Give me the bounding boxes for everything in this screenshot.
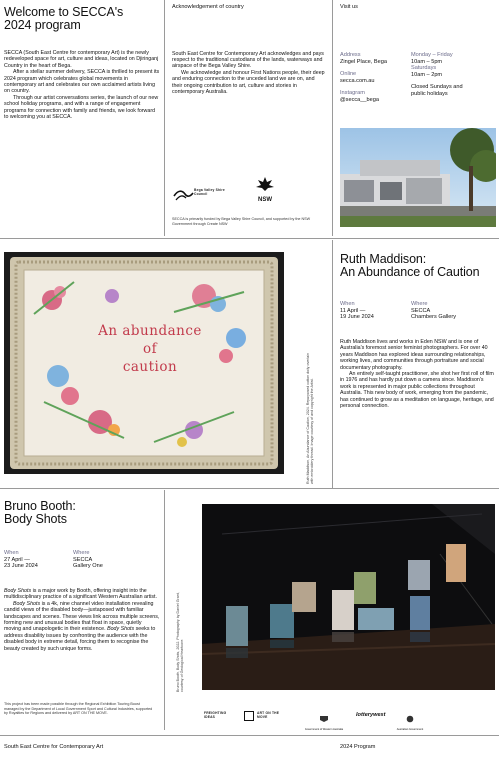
address-value: Zingel Place, Bega (340, 58, 387, 65)
footer-program: 2024 Program (340, 744, 376, 750)
column-divider-3 (332, 240, 333, 488)
hours-label-saturdays: Saturdays (411, 65, 437, 72)
online-label: Online (340, 71, 357, 78)
section-divider-2 (0, 488, 499, 489)
booth-paragraph: Body Shots is a major work by Booth, offering insight into the multidisciplinary practice of a significant Western Australian artist. (4, 588, 157, 601)
closed-notice: Closed Sundays and public holidays (411, 84, 463, 97)
hours-label-weekdays: Monday – Friday (411, 52, 453, 58)
maddison-title: Ruth Maddison: An Abundance of Caution (340, 252, 480, 279)
welcome-paragraph: After a stellar summer delivery, SECCA is thrilled to present its 2024 program which celebrates global movements in contemporary art and celebrates our own acclaimed artists living on country. (4, 69, 160, 95)
booth-when: When 27 April — 23 June 2024 (4, 550, 38, 570)
nsw-logo: NSW (252, 176, 278, 204)
welcome-title: Welcome to SECCA's 2024 program (4, 5, 124, 32)
booth-title: Bruno Booth: Body Shots (4, 499, 76, 526)
maddison-body (340, 339, 494, 409)
hours-weekdays: 10am – 5pm (411, 58, 443, 65)
crest-icon (319, 715, 329, 723)
wa-government-logo: Government of Western Australia (302, 710, 346, 724)
doily-artwork-image (4, 252, 284, 474)
column-divider-4 (164, 490, 165, 730)
instagram-label: Instagram (340, 90, 365, 97)
welcome-paragraph: SECCA (South East Centre for contemporary Art) is the newly redeveloped space for art, culture and ideas, located on Djiringanj Country in the heart of Bega. (4, 50, 159, 69)
website-link[interactable]: secca.com.au (340, 77, 375, 84)
column-divider-1 (164, 0, 165, 236)
acknowledgement-section (172, 4, 326, 95)
section-divider-1 (0, 238, 499, 239)
visit-heading: Visit us (340, 4, 358, 10)
square-mark-icon (244, 711, 254, 721)
acknowledgement-body (172, 51, 326, 96)
australian-government-logo: Australian Government (394, 710, 426, 731)
maddison-when: When 11 April — 19 June 2024 (340, 301, 374, 321)
bega-valley-logo: Bega Valley Shire Council (173, 182, 233, 204)
maddison-paragraph: An entirely self-taught practitioner, she shot her first roll of film in 1976 and has hardly put down a camera since. Maddison's work is represented in major public collections throughout Australia. This new body of work, emerging from the pandemic, has continued to grow as a meditation on language, heritage, and personal connection. (340, 371, 494, 410)
waratah-icon (255, 176, 275, 192)
booth-where: Where SECCA Gallery One (73, 550, 103, 570)
opening-hours (411, 52, 495, 98)
welcome-body (4, 50, 160, 120)
welcome-section (4, 6, 160, 120)
funding-note: SECCA is primarily funded by Bega Valley Shire Council, and supported by the NSW Government through Create NSW (172, 217, 311, 226)
partner-logos (204, 710, 496, 731)
installation-photo (202, 504, 495, 690)
bega-wave-icon (173, 182, 195, 204)
booth-body (4, 588, 160, 652)
secca-building-photo (340, 128, 496, 227)
instagram-link[interactable]: @secca__bega (340, 96, 379, 103)
booth-paragraph: Body Shots is a 4k, nine channel video installation revealing candid views of the disabled body—juxtaposed with familiar landscapes and scenes. These views link across multiple screens, forming new and unusual bodies that float in space, quietly moving and unapologetic in their existence. Body Shots seeks to address disability issues by confronting the audience with the disabled body in extreme detail, forcing them to recognise the beauty created by such unique forms. (4, 600, 160, 652)
footer-organisation: South East Centre for Contemporary Art (4, 744, 104, 750)
freighting-ideas-logo: FREIGHTING IDEAS (204, 711, 227, 719)
footer-divider (0, 735, 499, 736)
lotterywest-logo: lotterywest (356, 712, 386, 718)
acknowledgement-paragraph: South East Centre for Contemporary Art acknowledges and pays respect to the traditional custodians of the lands, waterways and airspace of the Bega Valley Shire. (172, 50, 324, 70)
hours-saturdays: 10am – 2pm (411, 71, 443, 78)
visit-details (340, 52, 408, 104)
maddison-paragraph: Ruth Maddison lives and works in Eden NSW and is one of Australia's foremost senior feminist photographers. For over 40 years Maddison has explored ideas surrounding relationships, working lives, and communities through portraiture and social documentary photography. (340, 339, 488, 371)
embroidered-text: An abundance of caution (98, 323, 202, 375)
address-label: Address (340, 52, 361, 58)
touring-note: This project has been made possible through the Regional Exhibition Touring Boost managed by the Department of Local Government Sport and Cultural Industries, supported by Royalties for Regions and delivered by ART ON THE MOVE. (4, 702, 153, 716)
column-divider-2 (332, 0, 333, 236)
acknowledgement-heading: Acknowledgement of country (172, 4, 244, 10)
maddison-where: Where SECCA Chambers Gallery (411, 301, 457, 321)
art-on-the-move-logo: ART ON THE MOVE (244, 710, 286, 724)
coat-of-arms-icon (404, 715, 416, 723)
maddison-caption: Ruth Maddison, An Abundance of Caution, 2024. Repurposed cotton doily overlain with embroidery thread. Image courtesy of and copyright the Artist. (306, 352, 315, 484)
acknowledgement-paragraph: We acknowledge and honour First Nations people, their deep and enduring connection to the unceded land we are on, and their ongoing contribution to art, culture and stories in contemporary Australia. (172, 69, 325, 96)
welcome-paragraph: Through our artist conversations series, the launch of our new school holiday programs, and with a range of engagement programs for connection with family and friends, we look forward to welcoming you at SECCA. (4, 94, 159, 121)
booth-caption: Bruno Booth, Body Shots, 2022. Photography by Daniel Grant, courtesy of Geological Heartcore. (176, 592, 185, 692)
